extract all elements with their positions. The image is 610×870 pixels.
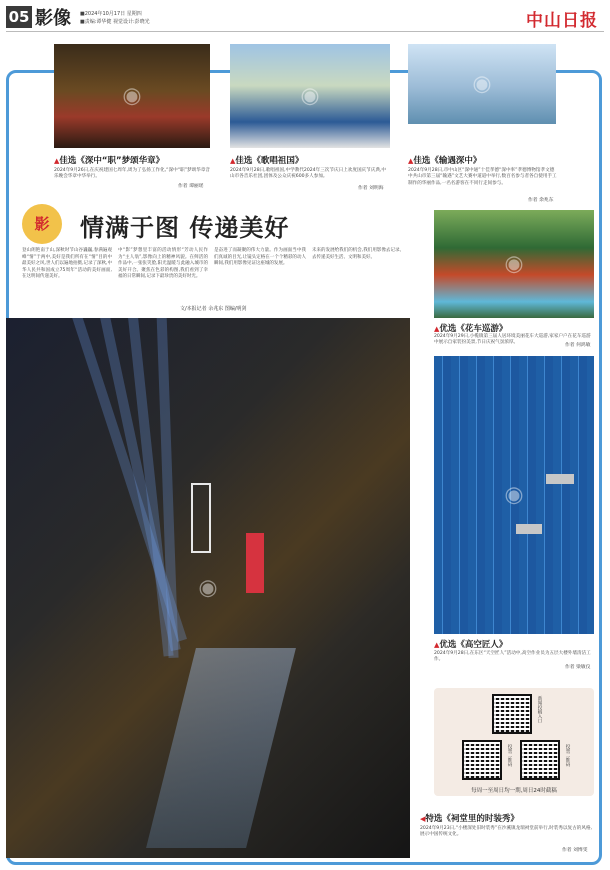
section-title: 影像 — [35, 8, 71, 29]
feature-column-1: 登山朗艳南于山,深秋时节山谷巍巍,春满遍观峰“情”于两中,美好是我们所有在“情”目的中最美好之风,世人们以遍地拍摄,记录了深秋,中华人民共和国成立75周年“活动的美好画面,在这明间传递美好。 — [22, 248, 112, 280]
qr-code-vote-left[interactable] — [462, 740, 502, 780]
photo-float-parade[interactable] — [434, 210, 594, 318]
photo-icon: ◉ — [504, 482, 524, 508]
desc-photo-6: 2024年9月23日,“小楼深处旧时装秀”在沙溪镇龙瑞祠堂前举行,时装秀以复古的风格,展示中国传统文化。 — [420, 826, 593, 838]
photo-ancestral-hall-fashion-show[interactable] — [6, 318, 410, 858]
qr-label-submit: 新闻投稿入口 — [537, 696, 542, 723]
caption-photo-1: ▲佳选《深中“职”梦颂华章》 — [54, 156, 165, 166]
red-triangle-icon: ▲ — [434, 641, 440, 649]
desc-photo-1: 2024年9月26日,在庆祝建国七周年,周为了弘扬工作化,“深中“职”梦颂华章音乐晚会华章中华举行。 — [54, 168, 211, 180]
page-number: 05 — [6, 6, 32, 28]
feature-column-4: 未来的发展给我们的机会,我们用影像去记录、去传递美好生活、文明和美好。 — [312, 248, 404, 260]
photo-meet-shenzhong[interactable] — [408, 44, 556, 124]
caption-photo-2: ▲佳选《歌唱祖国》 — [230, 156, 304, 166]
caption-photo-3: ▲佳选《输遇深中》 — [408, 156, 482, 166]
feature-column-2: 中“影”梦想里丰富的活动情形“芳动人民作为“主人翁”,影像向上的精神风貌。在鲜活的作品中,一张张笑脸,阳光温暖与此融入城市的美好开合。聚焦在色彩的构图,我们看到了幸福的日常瞬间,记录下最珍贵的美好时光。 — [118, 248, 208, 280]
qr-label-vote-left: 投票二维码 — [507, 744, 512, 767]
desc-photo-5: 2024年9月28日,在东区“天空匠人”活动中,高空作业员为五层大楼外墙清洁工作。 — [434, 651, 591, 663]
newspaper-logo: 中山日报 — [526, 11, 598, 31]
frame-prop — [191, 483, 211, 553]
photo-icon: ◉ — [300, 83, 320, 109]
header-divider — [6, 31, 604, 32]
photo-icon: ◉ — [122, 83, 142, 109]
gondola — [516, 524, 542, 534]
qr-code-submit[interactable] — [492, 694, 532, 734]
feature-headline: 情满于图 传递美好 — [80, 213, 290, 242]
credit-photo-5: 作者 梁敏仪 — [565, 665, 591, 670]
gondola — [546, 474, 574, 484]
feature-badge: 影 — [22, 204, 62, 244]
desc-photo-4: 2024年9月29日,小榄镇第三届人居环境美丽花车大巡游,家家户户在花车巡游中展示自家装扮美景,节日庆祝气氛浓厚。 — [434, 334, 591, 346]
feature-byline: 文/本报记者 余兆东 图编/明剑 — [180, 306, 247, 312]
photo-icon: ◉ — [504, 251, 524, 277]
credit-photo-6: 作者 刘博雯 — [562, 848, 588, 853]
photo-sing-motherland[interactable] — [230, 44, 390, 148]
feature-column-3: 是奋进了而凝聚的伟大力量。作为画面当中我们真诚的目光,让镜头定格在一个个精彩的动人瞬间,我们用影像见证这座城的发展。 — [214, 248, 306, 267]
red-triangle-icon: ◀ — [420, 815, 426, 823]
red-triangle-icon: ▲ — [408, 157, 414, 165]
credit-photo-1: 作者 谭丽瑶 — [178, 184, 204, 189]
qr-footer: 每周一至周日均一期,周日24时截稿 — [471, 788, 557, 794]
desc-photo-3: 2024年9月28日,市中山区“深中通”十佳孝德“深中率”孝德博物馆孝文德中共山市第三届“输遇”文艺大赛中道道中举行,数百名参与者各自使用手工制作的华丽作品,一名名游客在不同行走间参与。 — [408, 168, 557, 186]
credit-photo-4: 作者 何鸿敏 — [565, 343, 591, 348]
photo-icon: ◉ — [472, 71, 492, 97]
red-triangle-icon: ▲ — [54, 157, 60, 165]
red-triangle-icon: ▲ — [230, 157, 236, 165]
red-triangle-icon: ▲ — [434, 325, 440, 333]
runway — [146, 648, 296, 848]
photo-icon: ◉ — [198, 575, 218, 601]
qr-label-vote-right: 投票二维码 — [565, 744, 570, 767]
date-line: ■2024年10月17日 星期四 — [80, 11, 142, 17]
desc-photo-2: 2024年9月28日,歌唱祖国,中学教代2024年三次节庆日上欢度国庆节庆典,中山市各音乐社团,团体及公众庆祝600多人参加。 — [230, 168, 386, 180]
credit-photo-2: 作者 刘明海 — [358, 186, 384, 191]
red-frame-prop — [246, 533, 264, 593]
photo-shenzhong-gala[interactable] — [54, 44, 210, 148]
caption-photo-5: ▲优选《高空匠人》 — [434, 640, 508, 650]
editor-line: ■责编:谭华健 视觉设计:彭晓光 — [80, 19, 150, 25]
qr-code-panel — [434, 688, 594, 796]
credit-photo-3: 作者 余兆东 — [528, 198, 554, 203]
qr-code-vote-right[interactable] — [520, 740, 560, 780]
photo-high-altitude-workers[interactable] — [434, 356, 594, 634]
caption-photo-4: ▲优选《花车巡游》 — [434, 324, 508, 334]
caption-photo-6: ◀特选《祠堂里的时装秀》 — [420, 814, 519, 824]
